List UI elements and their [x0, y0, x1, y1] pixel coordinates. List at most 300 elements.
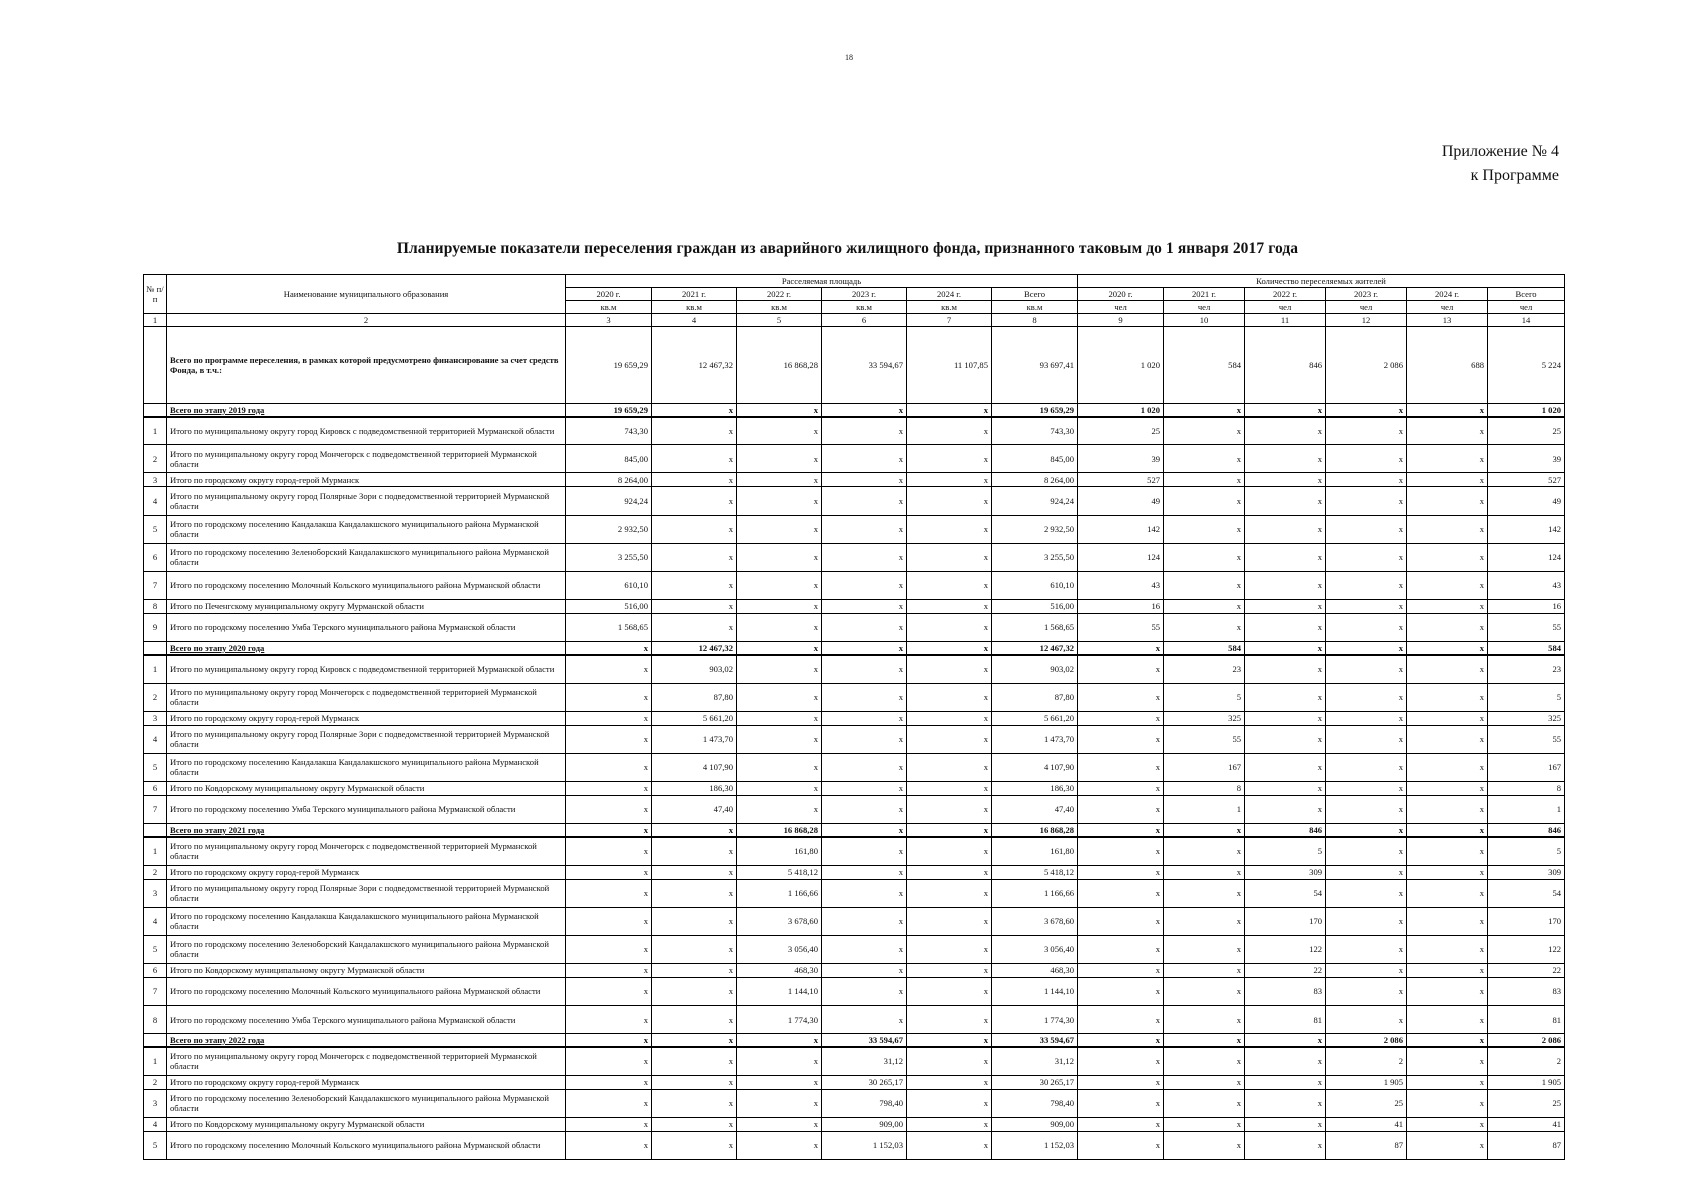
people-value: x	[1078, 907, 1164, 935]
area-value: 5 661,20	[652, 711, 737, 725]
people-value: x	[1164, 403, 1245, 416]
table-row	[144, 879, 1565, 907]
area-value: 87,80	[992, 683, 1078, 711]
area-value: 11 107,85	[907, 326, 992, 403]
area-value: 8 264,00	[992, 473, 1078, 487]
people-value: x	[1407, 879, 1488, 907]
people-value: x	[1245, 1131, 1326, 1159]
area-value: x	[822, 935, 907, 963]
col-number: 7	[907, 313, 992, 326]
people-value: 49	[1078, 487, 1164, 515]
municipality-name: Итого по муниципальному округу город Полярные Зори с подведомственной территорией Мурманской области	[167, 487, 566, 515]
area-value: x	[566, 879, 652, 907]
area-value: 16 868,28	[737, 326, 822, 403]
header-year: 2024 г.	[1407, 287, 1488, 300]
area-value: x	[566, 753, 652, 781]
area-value: x	[566, 683, 652, 711]
area-value: x	[566, 977, 652, 1005]
people-value: x	[1078, 977, 1164, 1005]
row-number	[144, 326, 167, 403]
area-value: x	[652, 907, 737, 935]
area-value: x	[822, 725, 907, 753]
municipality-name: Итого по Ковдорскому муниципальному округу Мурманской области	[167, 963, 566, 977]
people-value: x	[1407, 963, 1488, 977]
people-value: x	[1164, 1131, 1245, 1159]
people-value: x	[1407, 865, 1488, 879]
area-value: 5 418,12	[992, 865, 1078, 879]
municipality-name: Всего по этапу 2021 года	[167, 823, 566, 836]
municipality-name: Итого по городскому округу город-герой Мурманск	[167, 711, 566, 725]
people-value: x	[1245, 1075, 1326, 1089]
people-value: 55	[1488, 725, 1565, 753]
area-value: x	[822, 823, 907, 836]
area-value: x	[652, 1089, 737, 1117]
people-value: x	[1245, 487, 1326, 515]
people-value: x	[1164, 879, 1245, 907]
people-value: 170	[1488, 907, 1565, 935]
table-row	[144, 1005, 1565, 1033]
people-value: x	[1326, 599, 1407, 613]
area-value: x	[822, 655, 907, 683]
area-value: 16 868,28	[992, 823, 1078, 836]
area-value: 845,00	[566, 445, 652, 473]
people-value: x	[1164, 487, 1245, 515]
municipality-name: Всего по этапу 2022 года	[167, 1034, 566, 1047]
area-value: x	[907, 1131, 992, 1159]
area-value: 16 868,28	[737, 823, 822, 836]
people-value: x	[1407, 1131, 1488, 1159]
header-unit: кв.м	[566, 300, 652, 313]
area-value: 3 678,60	[992, 907, 1078, 935]
area-value: x	[652, 613, 737, 641]
area-value: x	[737, 543, 822, 571]
area-value: x	[737, 1117, 822, 1131]
people-value: x	[1164, 823, 1245, 836]
area-value: 610,10	[566, 571, 652, 599]
people-value: 5	[1245, 837, 1326, 865]
area-value: x	[566, 823, 652, 836]
col-number: 10	[1164, 313, 1245, 326]
people-value: x	[1245, 473, 1326, 487]
area-value: x	[566, 1131, 652, 1159]
people-value: 584	[1164, 641, 1245, 654]
table-row	[144, 865, 1565, 879]
people-value: x	[1245, 655, 1326, 683]
municipality-name: Итого по городскому поселению Молочный Кольского муниципального района Мурманской области	[167, 1131, 566, 1159]
people-value: 8	[1164, 781, 1245, 795]
area-value: x	[652, 1047, 737, 1075]
col-number: 3	[566, 313, 652, 326]
people-value: 55	[1488, 613, 1565, 641]
stage-total-row	[144, 1034, 1565, 1047]
header-unit: чел	[1164, 300, 1245, 313]
municipality-name: Итого по городскому поселению Умба Терского муниципального района Мурманской области	[167, 1005, 566, 1033]
row-number: 4	[144, 1117, 167, 1131]
area-value: x	[822, 599, 907, 613]
table-row	[144, 571, 1565, 599]
header-unit: кв.м	[822, 300, 907, 313]
program-total-row	[144, 326, 1565, 403]
people-value: x	[1164, 543, 1245, 571]
people-value: x	[1245, 613, 1326, 641]
area-value: x	[566, 1047, 652, 1075]
people-value: x	[1326, 753, 1407, 781]
area-value: 743,30	[566, 417, 652, 445]
table-row	[144, 907, 1565, 935]
people-value: x	[1245, 641, 1326, 654]
people-value: x	[1407, 571, 1488, 599]
header-year: 2021 г.	[652, 287, 737, 300]
people-value: x	[1407, 445, 1488, 473]
header-year: 2024 г.	[907, 287, 992, 300]
people-value: 170	[1245, 907, 1326, 935]
area-value: 19 659,29	[566, 403, 652, 416]
people-value: 167	[1488, 753, 1565, 781]
row-number: 7	[144, 571, 167, 599]
area-value: x	[566, 837, 652, 865]
people-value: 2	[1326, 1047, 1407, 1075]
area-value: 924,24	[992, 487, 1078, 515]
area-value: x	[652, 1117, 737, 1131]
area-value: 1 144,10	[992, 977, 1078, 1005]
area-value: 1 774,30	[737, 1005, 822, 1033]
row-number: 6	[144, 963, 167, 977]
area-value: 1 166,66	[992, 879, 1078, 907]
header-unit: чел	[1326, 300, 1407, 313]
header-row-groups	[144, 275, 1565, 288]
area-value: x	[907, 711, 992, 725]
area-value: x	[822, 641, 907, 654]
area-value: 468,30	[737, 963, 822, 977]
area-value: x	[907, 571, 992, 599]
area-value: x	[822, 473, 907, 487]
header-year: 2020 г.	[1078, 287, 1164, 300]
area-value: x	[907, 473, 992, 487]
row-number: 5	[144, 1131, 167, 1159]
area-value: 19 659,29	[992, 403, 1078, 416]
people-value: x	[1326, 907, 1407, 935]
area-value: x	[737, 711, 822, 725]
people-value: x	[1164, 1034, 1245, 1047]
people-value: 584	[1164, 326, 1245, 403]
table-row	[144, 711, 1565, 725]
area-value: x	[907, 837, 992, 865]
people-value: x	[1326, 515, 1407, 543]
area-value: x	[652, 515, 737, 543]
area-value: x	[652, 977, 737, 1005]
people-value: x	[1245, 781, 1326, 795]
area-value: x	[566, 781, 652, 795]
people-value: 87	[1488, 1131, 1565, 1159]
people-value: 122	[1245, 935, 1326, 963]
table-row	[144, 487, 1565, 515]
people-value: x	[1245, 571, 1326, 599]
people-value: x	[1164, 515, 1245, 543]
people-value: x	[1164, 1047, 1245, 1075]
area-value: 1 144,10	[737, 977, 822, 1005]
col-number: 13	[1407, 313, 1488, 326]
people-value: 527	[1488, 473, 1565, 487]
people-value: x	[1326, 711, 1407, 725]
people-value: x	[1164, 417, 1245, 445]
people-value: 846	[1245, 326, 1326, 403]
area-value: x	[652, 445, 737, 473]
area-value: x	[907, 865, 992, 879]
stage-total-row	[144, 403, 1565, 416]
people-value: x	[1326, 837, 1407, 865]
table-row	[144, 977, 1565, 1005]
people-value: 25	[1078, 417, 1164, 445]
table-row	[144, 935, 1565, 963]
header-year: Всего	[992, 287, 1078, 300]
table-row	[144, 543, 1565, 571]
area-value: 161,80	[992, 837, 1078, 865]
people-value: x	[1245, 543, 1326, 571]
area-value: x	[652, 1034, 737, 1047]
people-value: x	[1407, 543, 1488, 571]
area-value: x	[652, 1005, 737, 1033]
header-year: 2022 г.	[1245, 287, 1326, 300]
area-value: 924,24	[566, 487, 652, 515]
appendix-program: к Программе	[1470, 167, 1559, 184]
area-value: 19 659,29	[566, 326, 652, 403]
stage-total-row	[144, 641, 1565, 654]
people-value: 5 224	[1488, 326, 1565, 403]
people-value: x	[1164, 599, 1245, 613]
people-value: x	[1407, 837, 1488, 865]
people-value: x	[1078, 1034, 1164, 1047]
area-value: x	[822, 571, 907, 599]
area-value: 1 473,70	[992, 725, 1078, 753]
area-value: x	[737, 781, 822, 795]
area-value: x	[652, 823, 737, 836]
municipality-name: Итого по городскому поселению Кандалакша Кандалакшского муниципального района Мурманской области	[167, 907, 566, 935]
municipality-name: Итого по муниципальному округу город Кировск с подведомственной территорией Мурманской области	[167, 417, 566, 445]
people-value: x	[1245, 1034, 1326, 1047]
table-row	[144, 1047, 1565, 1075]
area-value: x	[907, 963, 992, 977]
row-number: 2	[144, 865, 167, 879]
area-value: x	[737, 683, 822, 711]
people-value: x	[1078, 1117, 1164, 1131]
row-number: 9	[144, 613, 167, 641]
people-value: x	[1078, 641, 1164, 654]
row-number: 6	[144, 781, 167, 795]
municipality-name: Итого по городскому поселению Зеленоборский Кандалакшского муниципального района Мурманской области	[167, 543, 566, 571]
people-value: 2	[1488, 1047, 1565, 1075]
people-value: 54	[1245, 879, 1326, 907]
area-value: x	[907, 613, 992, 641]
people-value: x	[1407, 613, 1488, 641]
people-value: x	[1326, 655, 1407, 683]
people-value: x	[1245, 1117, 1326, 1131]
area-value: x	[566, 795, 652, 823]
area-value: x	[652, 487, 737, 515]
table-row	[144, 1131, 1565, 1159]
people-value: 5	[1164, 683, 1245, 711]
col-number: 2	[167, 313, 566, 326]
municipality-name: Итого по городскому поселению Зеленоборский Кандалакшского муниципального района Мурманской области	[167, 1089, 566, 1117]
people-value: 22	[1245, 963, 1326, 977]
people-value: 41	[1326, 1117, 1407, 1131]
header-row-colnums	[144, 313, 1565, 326]
area-value: 5 661,20	[992, 711, 1078, 725]
people-value: x	[1326, 543, 1407, 571]
area-value: x	[907, 641, 992, 654]
area-value: x	[822, 543, 907, 571]
people-value: 1	[1164, 795, 1245, 823]
people-value: x	[1245, 403, 1326, 416]
municipality-name: Итого по городскому округу город-герой Мурманск	[167, 865, 566, 879]
table-row	[144, 1075, 1565, 1089]
people-value: 22	[1488, 963, 1565, 977]
area-value: x	[907, 445, 992, 473]
area-value: 1 568,65	[992, 613, 1078, 641]
area-value: 3 255,50	[566, 543, 652, 571]
table-row	[144, 1089, 1565, 1117]
area-value: x	[737, 1075, 822, 1089]
row-number: 3	[144, 473, 167, 487]
area-value: x	[566, 725, 652, 753]
table-row	[144, 795, 1565, 823]
people-value: x	[1326, 417, 1407, 445]
municipality-name: Итого по городскому поселению Зеленоборский Кандалакшского муниципального района Мурманской области	[167, 935, 566, 963]
people-value: x	[1078, 1047, 1164, 1075]
area-value: 610,10	[992, 571, 1078, 599]
area-value: x	[907, 1034, 992, 1047]
area-value: x	[737, 641, 822, 654]
area-value: x	[566, 641, 652, 654]
area-value: x	[737, 487, 822, 515]
resettlement-table	[143, 274, 1565, 1160]
people-value: x	[1326, 963, 1407, 977]
municipality-name: Итого по муниципальному округу город Полярные Зори с подведомственной территорией Мурманской области	[167, 879, 566, 907]
area-value: x	[907, 599, 992, 613]
area-value: x	[822, 403, 907, 416]
people-value: 325	[1164, 711, 1245, 725]
row-number: 4	[144, 487, 167, 515]
header-year: Всего	[1488, 287, 1565, 300]
people-value: 1 905	[1488, 1075, 1565, 1089]
area-value: x	[907, 1047, 992, 1075]
people-value: x	[1078, 879, 1164, 907]
area-value: x	[907, 907, 992, 935]
area-value: x	[737, 613, 822, 641]
table-row	[144, 683, 1565, 711]
col-number: 6	[822, 313, 907, 326]
municipality-name: Итого по городскому поселению Кандалакша Кандалакшского муниципального района Мурманской области	[167, 753, 566, 781]
area-value: 516,00	[566, 599, 652, 613]
area-value: 4 107,90	[652, 753, 737, 781]
people-value: x	[1326, 1005, 1407, 1033]
people-value: x	[1164, 1005, 1245, 1033]
area-value: x	[907, 935, 992, 963]
municipality-name: Итого по городскому округу город-герой Мурманск	[167, 1075, 566, 1089]
people-value: x	[1326, 403, 1407, 416]
area-value: 2 932,50	[566, 515, 652, 543]
people-value: x	[1326, 879, 1407, 907]
col-number: 9	[1078, 313, 1164, 326]
people-value: 1	[1488, 795, 1565, 823]
municipality-name: Итого по Ковдорскому муниципальному округу Мурманской области	[167, 1117, 566, 1131]
area-value: x	[566, 1005, 652, 1033]
header-unit: кв.м	[992, 300, 1078, 313]
area-value: 845,00	[992, 445, 1078, 473]
area-value: x	[822, 795, 907, 823]
area-value: x	[737, 655, 822, 683]
area-value: x	[822, 977, 907, 1005]
area-value: x	[737, 515, 822, 543]
row-number: 7	[144, 795, 167, 823]
people-value: x	[1326, 683, 1407, 711]
area-value: 1 152,03	[822, 1131, 907, 1159]
header-people-group: Количество переселяемых жителей	[1078, 275, 1565, 288]
municipality-name: Итого по муниципальному округу город Мончегорск с подведомственной территорией Мурманской области	[167, 837, 566, 865]
people-value: x	[1164, 1117, 1245, 1131]
area-value: 1 473,70	[652, 725, 737, 753]
people-value: x	[1078, 781, 1164, 795]
people-value: x	[1078, 1005, 1164, 1033]
row-number: 4	[144, 725, 167, 753]
people-value: x	[1407, 473, 1488, 487]
people-value: x	[1326, 865, 1407, 879]
people-value: 23	[1488, 655, 1565, 683]
people-value: x	[1407, 795, 1488, 823]
area-value: x	[907, 1005, 992, 1033]
area-value: 3 255,50	[992, 543, 1078, 571]
people-value: 87	[1326, 1131, 1407, 1159]
people-value: 5	[1488, 683, 1565, 711]
area-value: x	[566, 963, 652, 977]
appendix-number: Приложение № 4	[1441, 143, 1559, 160]
area-value: x	[907, 1089, 992, 1117]
people-value: 142	[1078, 515, 1164, 543]
municipality-name: Итого по городскому округу город-герой Мурманск	[167, 473, 566, 487]
area-value: x	[566, 1089, 652, 1117]
people-value: 688	[1407, 326, 1488, 403]
col-number: 5	[737, 313, 822, 326]
table-row	[144, 963, 1565, 977]
area-value: x	[822, 1005, 907, 1033]
people-value: x	[1078, 823, 1164, 836]
area-value: 2 932,50	[992, 515, 1078, 543]
table-row	[144, 1117, 1565, 1131]
row-number: 5	[144, 935, 167, 963]
area-value: x	[652, 837, 737, 865]
people-value: 2 086	[1326, 326, 1407, 403]
area-value: x	[822, 781, 907, 795]
area-value: 909,00	[992, 1117, 1078, 1131]
area-value: x	[737, 473, 822, 487]
row-number	[144, 823, 167, 836]
people-value: 325	[1488, 711, 1565, 725]
area-value: x	[907, 487, 992, 515]
area-value: x	[907, 725, 992, 753]
people-value: x	[1407, 487, 1488, 515]
area-value: 161,80	[737, 837, 822, 865]
table-row	[144, 655, 1565, 683]
area-value: 33 594,67	[992, 1034, 1078, 1047]
area-value: 87,80	[652, 683, 737, 711]
people-value: x	[1078, 711, 1164, 725]
row-number: 8	[144, 599, 167, 613]
people-value: x	[1407, 711, 1488, 725]
people-value: 39	[1078, 445, 1164, 473]
area-value: x	[737, 725, 822, 753]
people-value: 1 020	[1078, 403, 1164, 416]
people-value: 2 086	[1326, 1034, 1407, 1047]
area-value: 5 418,12	[737, 865, 822, 879]
